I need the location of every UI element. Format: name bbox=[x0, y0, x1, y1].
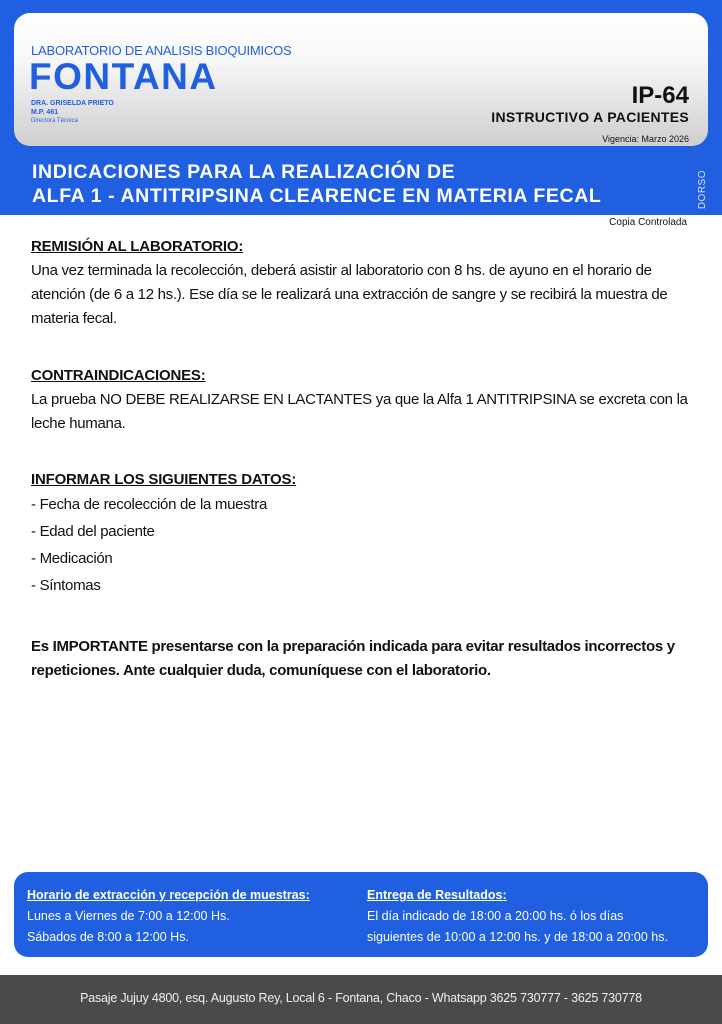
data-list bbox=[31, 491, 691, 599]
extraction-schedule bbox=[27, 885, 310, 948]
doctor-name: DRA. GRISELDA PRIETO bbox=[31, 100, 114, 107]
copy-note: Copia Controlada bbox=[609, 217, 687, 228]
section-heading: INFORMAR LOS SIGUIENTES DATOS: bbox=[31, 471, 297, 488]
document-type: INSTRUCTIVO A PACIENTES bbox=[491, 109, 689, 125]
section-contraindicaciones bbox=[31, 367, 691, 436]
footer-address: Pasaje Jujuy 4800, esq. Augusto Rey, Local 6 - Fontana, Chaco - Whatsapp 3625 730777 - 3625 730778 bbox=[80, 991, 642, 1005]
document-code: IP-64 bbox=[631, 82, 689, 109]
brand-logo-text: FONTANA bbox=[29, 56, 218, 97]
important-note: Es IMPORTANTE presentarse con la preparación indicada para evitar resultados incorrectos y repeticiones. Ante cualquier duda, comuníquese con el laboratorio. bbox=[31, 638, 675, 679]
list-item: - Edad del paciente bbox=[31, 523, 155, 540]
section-text: Una vez terminada la recolección, deberá asistir al laboratorio con 8 hs. de ayuno en el horario de atención (de 6 a 12 hs.). Ese día se le realizará una extracción de sangre y se recibirá la muestra de materia fecal. bbox=[31, 262, 668, 327]
license-number: M.P. 461 bbox=[31, 109, 59, 116]
schedule-line: siguientes de 10:00 a 12:00 hs. y de 18:00 a 20:00 hs. bbox=[367, 930, 668, 944]
section-informar bbox=[31, 471, 691, 599]
section-text: La prueba NO DEBE REALIZARSE EN LACTANTES ya que la Alfa 1 ANTITRIPSINA se excreta con la leche humana. bbox=[31, 391, 688, 432]
schedule-line: Sábados de 8:00 a 12:00 Hs. bbox=[27, 930, 189, 944]
schedule-line: Lunes a Viernes de 7:00 a 12:00 Hs. bbox=[27, 909, 230, 923]
list-item: - Síntomas bbox=[31, 577, 101, 594]
title-line-2: ALFA 1 - ANTITRIPSINA CLEARENCE EN MATERIA FECAL bbox=[32, 185, 602, 207]
director-role: Directora Técnica bbox=[31, 118, 78, 124]
schedule-line: El día indicado de 18:00 a 20:00 hs. ó los días bbox=[367, 909, 624, 923]
schedule-heading: Horario de extracción y recepción de muestras: bbox=[27, 888, 310, 902]
schedule-heading: Entrega de Resultados: bbox=[367, 888, 507, 902]
results-schedule bbox=[367, 885, 668, 948]
validity-date: Vigencia: Marzo 2026 bbox=[602, 134, 689, 144]
lab-name-line: LABORATORIO DE ANALISIS BIOQUIMICOS bbox=[31, 43, 292, 58]
section-heading: REMISIÓN AL LABORATORIO: bbox=[31, 238, 244, 255]
page-title bbox=[32, 160, 601, 208]
title-line-1: INDICACIONES PARA LA REALIZACIÓN DE bbox=[32, 161, 456, 183]
section-heading: CONTRAINDICACIONES: bbox=[31, 367, 206, 384]
side-label: DORSO bbox=[697, 170, 708, 210]
section-remision bbox=[31, 238, 691, 331]
list-item: - Fecha de recolección de la muestra bbox=[31, 496, 267, 513]
list-item: - Medicación bbox=[31, 550, 113, 567]
